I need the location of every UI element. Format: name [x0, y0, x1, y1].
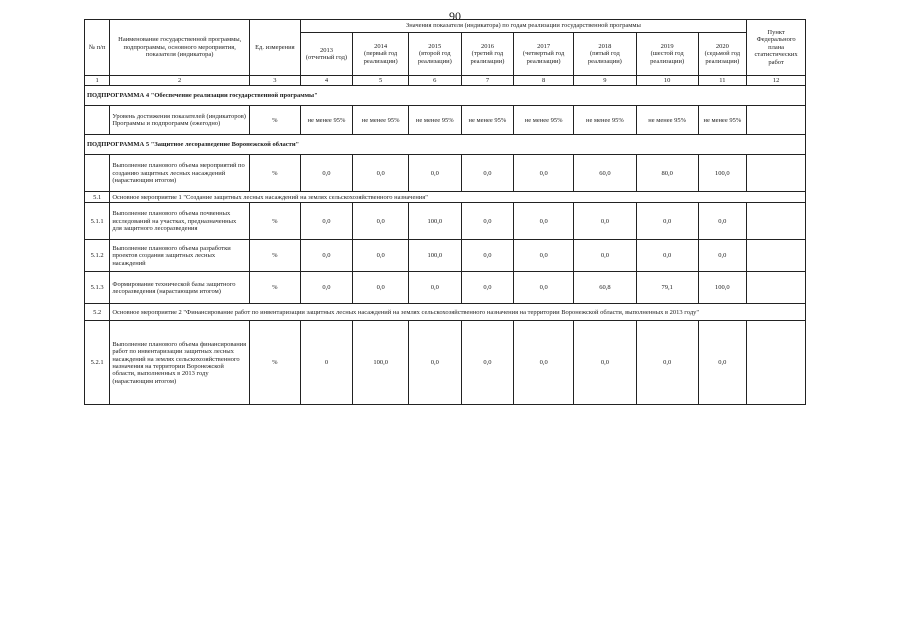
year-label: 2018	[598, 42, 612, 50]
table-row	[85, 240, 806, 272]
plan-cell	[747, 106, 806, 135]
column-number: 10	[636, 76, 698, 86]
indicators-table	[84, 19, 806, 405]
year-subtitle: (пятый год реализации)	[587, 50, 622, 65]
unit-cell: %	[250, 106, 301, 135]
column-number: 9	[574, 76, 637, 86]
value-cell: 0,0	[408, 272, 461, 304]
value-cell: 0,0	[461, 321, 514, 405]
table-row	[85, 203, 806, 240]
year-subtitle: (первый год реализации)	[363, 50, 398, 65]
value-cell: 0,0	[300, 203, 353, 240]
value-cell: 0,0	[698, 240, 747, 272]
value-cell: 0,0	[574, 240, 637, 272]
column-number: 3	[250, 76, 301, 86]
year-header-cell	[574, 33, 637, 76]
value-cell: 0,0	[698, 321, 747, 405]
row-number: 5.2.1	[85, 321, 110, 405]
row-number: 5.1.3	[85, 272, 110, 304]
value-cell: 100,0	[408, 203, 461, 240]
value-cell: не менее 95%	[353, 106, 409, 135]
measure-number: 5.2	[85, 304, 110, 321]
value-cell: 0,0	[514, 155, 574, 192]
indicator-name: Выполнение планового объема разработки проектов создания защитных лесных насаждений	[110, 240, 250, 272]
table-row	[85, 272, 806, 304]
year-subtitle: (второй год реализации)	[417, 50, 452, 65]
value-cell: 0,0	[461, 203, 514, 240]
column-number: 7	[461, 76, 514, 86]
value-cell: 60,8	[574, 272, 637, 304]
plan-cell	[747, 240, 806, 272]
column-number: 5	[353, 76, 409, 86]
subprogram-4-title: ПОДПРОГРАММА 4 "Обеспечение реализации государственной программы"	[85, 86, 806, 106]
year-subtitle: (четвертый год реализации)	[522, 50, 565, 65]
plan-cell	[747, 272, 806, 304]
measure-5-2-title: Основное мероприятие 2 "Финансирование работ по инвентаризации защитных лесных насаждений на землях сельскохозяйственного назначения на территории Воронежской области, выполненных в 2013 году"	[110, 304, 806, 321]
value-cell: 100,0	[408, 240, 461, 272]
column-number: 11	[698, 76, 747, 86]
unit-cell: %	[250, 272, 301, 304]
row-number: 5.1.1	[85, 203, 110, 240]
value-cell: 0,0	[300, 272, 353, 304]
column-numbers-row	[85, 76, 806, 86]
table-row	[85, 155, 806, 192]
value-cell: не менее 95%	[514, 106, 574, 135]
header-plan: Пункт Федерального плана статистических работ	[747, 20, 806, 76]
year-subtitle: (третий год реализации)	[470, 50, 505, 65]
table-row	[85, 321, 806, 405]
year-label: 2019	[660, 42, 674, 50]
plan-cell	[747, 203, 806, 240]
value-cell: 0,0	[574, 321, 637, 405]
value-cell: не менее 95%	[698, 106, 747, 135]
year-header-cell	[514, 33, 574, 76]
value-cell: 0,0	[636, 321, 698, 405]
value-cell: 0,0	[514, 203, 574, 240]
year-header-cell	[353, 33, 409, 76]
value-cell: 79,1	[636, 272, 698, 304]
indicator-name: Уровень достижения показателей (индикаторов) Программы и подпрограмм (ежегодно)	[110, 106, 250, 135]
year-label: 2016	[480, 42, 494, 50]
unit-cell: %	[250, 321, 301, 405]
column-number: 4	[300, 76, 353, 86]
year-subtitle: (отчетный год)	[305, 54, 348, 61]
value-cell: 80,0	[636, 155, 698, 192]
year-header-cell	[636, 33, 698, 76]
value-cell: не менее 95%	[408, 106, 461, 135]
year-header-cell	[461, 33, 514, 76]
value-cell: 60,0	[574, 155, 637, 192]
year-header-cell	[300, 33, 353, 76]
value-cell: 0,0	[300, 155, 353, 192]
unit-cell: %	[250, 240, 301, 272]
row-number	[85, 106, 110, 135]
year-label: 2015	[428, 42, 442, 50]
year-header-cell	[698, 33, 747, 76]
value-cell: 0,0	[461, 272, 514, 304]
row-number: 5.1.2	[85, 240, 110, 272]
row-number	[85, 155, 110, 192]
page-number: 90	[449, 9, 461, 23]
value-cell: 0,0	[514, 321, 574, 405]
value-cell: 0	[300, 321, 353, 405]
value-cell: 0,0	[574, 203, 637, 240]
year-label: 2020	[715, 42, 729, 50]
indicator-name: Формирование технической базы защитного лесоразведения (нарастающим итогом)	[110, 272, 250, 304]
subprogram-5-title: ПОДПРОГРАММА 5 "Защитное лесоразведение Воронежской области"	[85, 135, 806, 155]
plan-cell	[747, 155, 806, 192]
plan-cell	[747, 321, 806, 405]
value-cell: 0,0	[636, 240, 698, 272]
header-values: Значения показателя (индикатора) по годам реализации государственной программы	[300, 20, 747, 33]
value-cell: 0,0	[514, 272, 574, 304]
value-cell: 100,0	[353, 321, 409, 405]
value-cell: не менее 95%	[300, 106, 353, 135]
value-cell: 0,0	[636, 203, 698, 240]
indicator-name: Выполнение планового объема финансирования работ по инвентаризации защитных лесных насаждений на землях сельскохозяйственного назначения на территории Воронежской области, выполненных в 2013 году (нарастающим итогом)	[110, 321, 250, 405]
year-label: 2014	[374, 42, 388, 50]
year-header-cell	[408, 33, 461, 76]
column-number: 1	[85, 76, 110, 86]
value-cell: 100,0	[698, 272, 747, 304]
measure-number: 5.1	[85, 192, 110, 203]
column-number: 12	[747, 76, 806, 86]
value-cell: 0,0	[353, 155, 409, 192]
unit-cell: %	[250, 203, 301, 240]
value-cell: 0,0	[353, 203, 409, 240]
value-cell: 0,0	[698, 203, 747, 240]
table-row	[85, 106, 806, 135]
year-subtitle: (шестой год реализации)	[650, 50, 685, 65]
value-cell: не менее 95%	[636, 106, 698, 135]
value-cell: 0,0	[408, 155, 461, 192]
year-label: 2017	[537, 42, 551, 50]
value-cell: не менее 95%	[461, 106, 514, 135]
value-cell: 0,0	[461, 240, 514, 272]
value-cell: 0,0	[514, 240, 574, 272]
header-name: Наименование государственной программы, подпрограммы, основного мероприятия, показателя (индикатора)	[110, 20, 250, 76]
value-cell: 0,0	[408, 321, 461, 405]
column-number: 6	[408, 76, 461, 86]
header-unit: Ед. измерения	[250, 20, 301, 76]
value-cell: 0,0	[461, 155, 514, 192]
indicator-name: Выполнение планового объема почвенных исследований на участках, предназначенных для защитного лесоразведения	[110, 203, 250, 240]
indicator-name: Выполнение планового объема мероприятий по созданию защитных лесных насаждений (нарастающим итогом)	[110, 155, 250, 192]
value-cell: 100,0	[698, 155, 747, 192]
column-number: 8	[514, 76, 574, 86]
column-number: 2	[110, 76, 250, 86]
value-cell: не менее 95%	[574, 106, 637, 135]
value-cell: 0,0	[300, 240, 353, 272]
year-subtitle: (седьмой год реализации)	[704, 50, 741, 65]
header-num: № п/п	[85, 20, 110, 76]
year-label: 2013	[319, 46, 333, 54]
measure-5-1-title: Основное мероприятие 1 "Создание защитных лесных насаждений на землях сельскохозяйственного назначения"	[110, 192, 806, 203]
unit-cell: %	[250, 155, 301, 192]
value-cell: 0,0	[353, 240, 409, 272]
value-cell: 0,0	[353, 272, 409, 304]
